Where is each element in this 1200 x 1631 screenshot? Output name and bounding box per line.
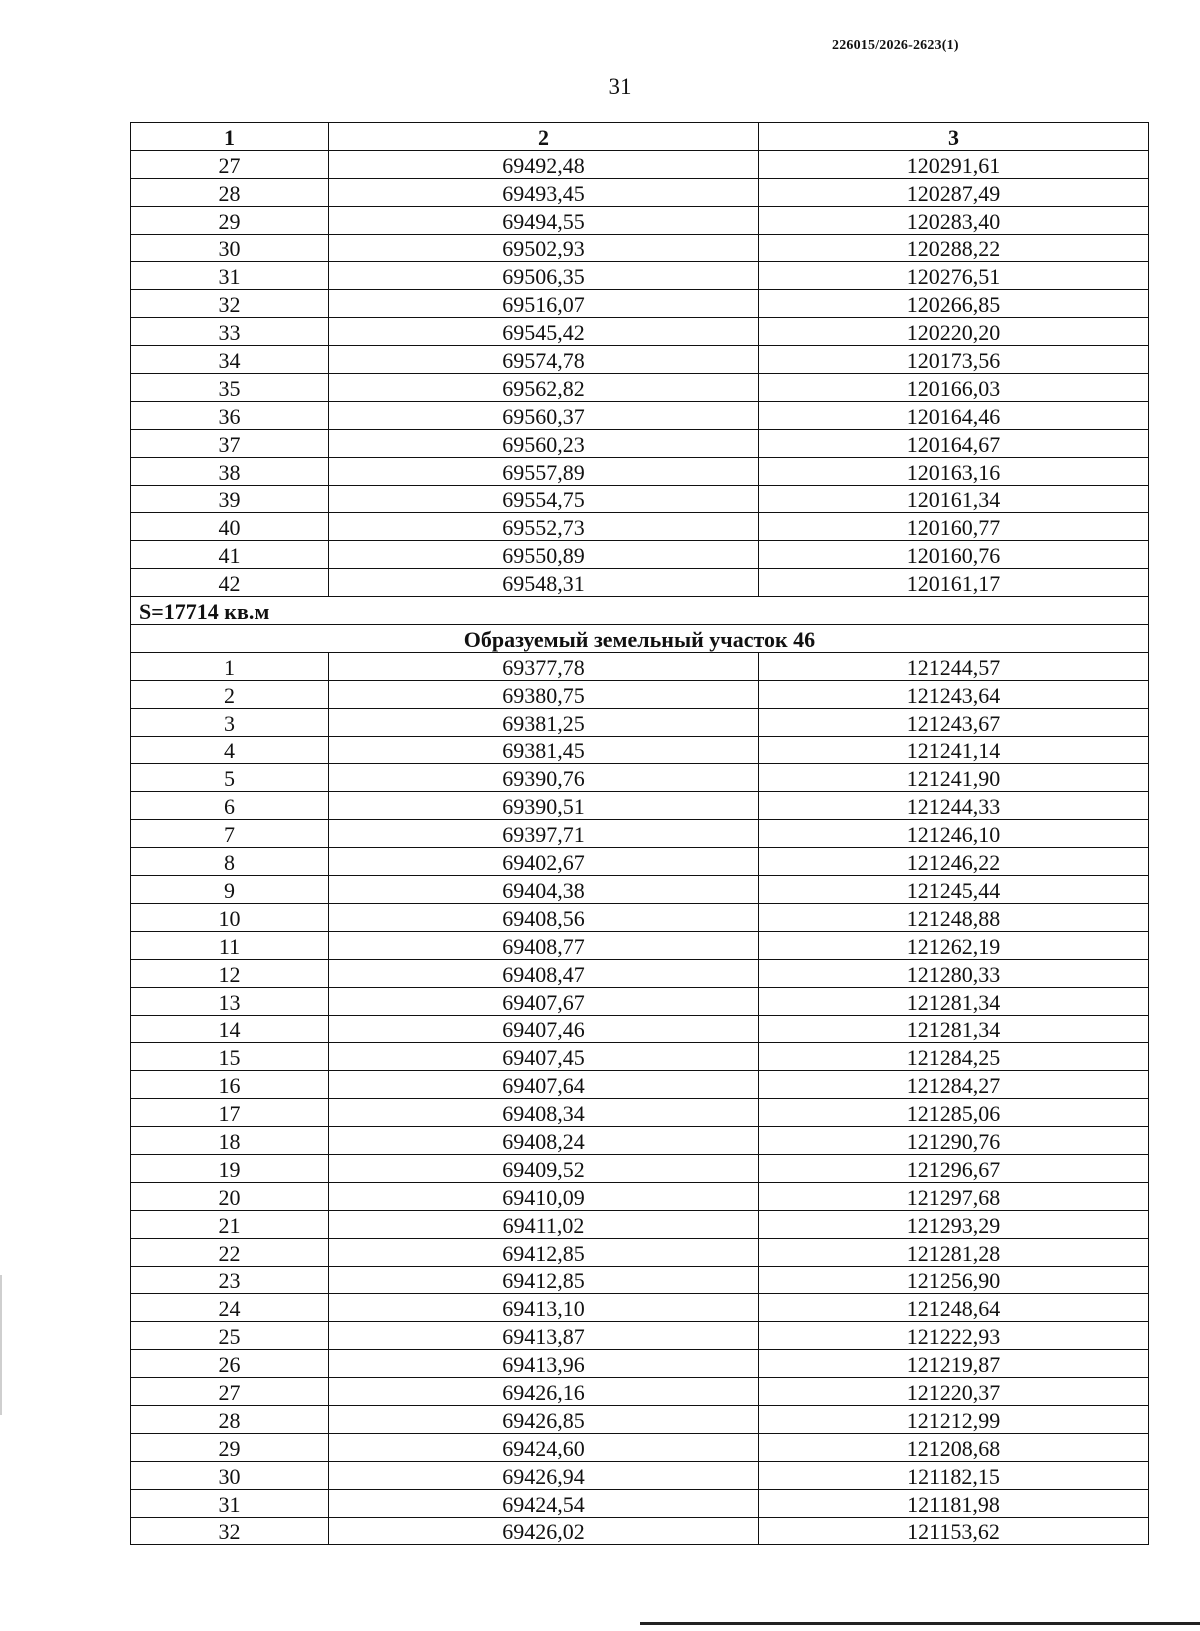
x-coordinate-cell: 69413,87 [329, 1322, 759, 1350]
y-coordinate-cell: 121208,68 [759, 1433, 1149, 1461]
point-number-cell: 1 [131, 652, 329, 680]
document-id: 226015/2026-2623(1) [832, 38, 959, 53]
x-coordinate-cell: 69408,77 [329, 931, 759, 959]
table-row [131, 1127, 1149, 1155]
x-coordinate-cell: 69552,73 [329, 513, 759, 541]
x-coordinate-cell: 69426,85 [329, 1405, 759, 1433]
table-row [131, 1043, 1149, 1071]
y-coordinate-cell: 121296,67 [759, 1154, 1149, 1182]
point-number-cell: 42 [131, 569, 329, 597]
point-number-cell: 7 [131, 820, 329, 848]
y-coordinate-cell: 121284,27 [759, 1071, 1149, 1099]
x-coordinate-cell: 69424,54 [329, 1489, 759, 1517]
y-coordinate-cell: 120291,61 [759, 150, 1149, 178]
x-coordinate-cell: 69402,67 [329, 848, 759, 876]
y-coordinate-cell: 120164,67 [759, 429, 1149, 457]
x-coordinate-cell: 69408,47 [329, 959, 759, 987]
table-row [131, 652, 1149, 680]
x-coordinate-cell: 69502,93 [329, 234, 759, 262]
x-coordinate-cell: 69381,25 [329, 708, 759, 736]
y-coordinate-cell: 121284,25 [759, 1043, 1149, 1071]
y-coordinate-cell: 121182,15 [759, 1461, 1149, 1489]
point-number-cell: 13 [131, 987, 329, 1015]
table-row [131, 959, 1149, 987]
x-coordinate-cell: 69411,02 [329, 1210, 759, 1238]
table-row [131, 1489, 1149, 1517]
y-coordinate-cell: 121281,28 [759, 1238, 1149, 1266]
x-coordinate-cell: 69426,02 [329, 1517, 759, 1545]
table-row [131, 1015, 1149, 1043]
header-cell-point: 1 [131, 123, 329, 151]
x-coordinate-cell: 69407,46 [329, 1015, 759, 1043]
point-number-cell: 22 [131, 1238, 329, 1266]
table-row [131, 457, 1149, 485]
section-title: Образуемый земельный участок 46 [131, 625, 1149, 653]
x-coordinate-cell: 69548,31 [329, 569, 759, 597]
x-coordinate-cell: 69494,55 [329, 206, 759, 234]
x-coordinate-cell: 69407,64 [329, 1071, 759, 1099]
point-number-cell: 38 [131, 457, 329, 485]
point-number-cell: 25 [131, 1322, 329, 1350]
y-coordinate-cell: 121181,98 [759, 1489, 1149, 1517]
table-row [131, 1266, 1149, 1294]
x-coordinate-cell: 69413,10 [329, 1294, 759, 1322]
table-row [131, 736, 1149, 764]
point-number-cell: 6 [131, 792, 329, 820]
x-coordinate-cell: 69557,89 [329, 457, 759, 485]
table-row [131, 708, 1149, 736]
y-coordinate-cell: 121220,37 [759, 1378, 1149, 1406]
y-coordinate-cell: 120266,85 [759, 290, 1149, 318]
y-coordinate-cell: 121293,29 [759, 1210, 1149, 1238]
y-coordinate-cell: 120160,77 [759, 513, 1149, 541]
x-coordinate-cell: 69409,52 [329, 1154, 759, 1182]
table-row [131, 903, 1149, 931]
y-coordinate-cell: 121256,90 [759, 1266, 1149, 1294]
point-number-cell: 32 [131, 290, 329, 318]
point-number-cell: 12 [131, 959, 329, 987]
point-number-cell: 29 [131, 1433, 329, 1461]
table-row [131, 234, 1149, 262]
y-coordinate-cell: 121248,64 [759, 1294, 1149, 1322]
x-coordinate-cell: 69408,24 [329, 1127, 759, 1155]
table-row [131, 1071, 1149, 1099]
table-row [131, 178, 1149, 206]
y-coordinate-cell: 120164,46 [759, 401, 1149, 429]
y-coordinate-cell: 121219,87 [759, 1350, 1149, 1378]
table-row [131, 1238, 1149, 1266]
table-row [131, 1322, 1149, 1350]
table-row [131, 150, 1149, 178]
table-row [131, 1210, 1149, 1238]
point-number-cell: 30 [131, 1461, 329, 1489]
y-coordinate-cell: 121285,06 [759, 1099, 1149, 1127]
y-coordinate-cell: 120220,20 [759, 318, 1149, 346]
y-coordinate-cell: 121222,93 [759, 1322, 1149, 1350]
table-row [131, 1099, 1149, 1127]
x-coordinate-cell: 69412,85 [329, 1266, 759, 1294]
table-header-row [131, 123, 1149, 151]
y-coordinate-cell: 120283,40 [759, 206, 1149, 234]
point-number-cell: 40 [131, 513, 329, 541]
y-coordinate-cell: 120166,03 [759, 374, 1149, 402]
x-coordinate-cell: 69426,16 [329, 1378, 759, 1406]
y-coordinate-cell: 121297,68 [759, 1182, 1149, 1210]
point-number-cell: 36 [131, 401, 329, 429]
x-coordinate-cell: 69390,76 [329, 764, 759, 792]
table-row [131, 876, 1149, 904]
x-coordinate-cell: 69380,75 [329, 680, 759, 708]
x-coordinate-cell: 69412,85 [329, 1238, 759, 1266]
y-coordinate-cell: 121245,44 [759, 876, 1149, 904]
point-number-cell: 21 [131, 1210, 329, 1238]
coordinates-table [130, 122, 1149, 1545]
table-row [131, 848, 1149, 876]
table-row [131, 1182, 1149, 1210]
point-number-cell: 34 [131, 346, 329, 374]
x-coordinate-cell: 69404,38 [329, 876, 759, 904]
x-coordinate-cell: 69408,34 [329, 1099, 759, 1127]
x-coordinate-cell: 69560,23 [329, 429, 759, 457]
point-number-cell: 15 [131, 1043, 329, 1071]
point-number-cell: 16 [131, 1071, 329, 1099]
x-coordinate-cell: 69493,45 [329, 178, 759, 206]
point-number-cell: 24 [131, 1294, 329, 1322]
x-coordinate-cell: 69381,45 [329, 736, 759, 764]
table-row [131, 513, 1149, 541]
y-coordinate-cell: 120173,56 [759, 346, 1149, 374]
table-row [131, 1461, 1149, 1489]
y-coordinate-cell: 121243,64 [759, 680, 1149, 708]
point-number-cell: 33 [131, 318, 329, 346]
point-number-cell: 28 [131, 178, 329, 206]
table-row [131, 346, 1149, 374]
y-coordinate-cell: 120287,49 [759, 178, 1149, 206]
x-coordinate-cell: 69377,78 [329, 652, 759, 680]
point-number-cell: 8 [131, 848, 329, 876]
x-coordinate-cell: 69516,07 [329, 290, 759, 318]
point-number-cell: 18 [131, 1127, 329, 1155]
table-row [131, 401, 1149, 429]
x-coordinate-cell: 69413,96 [329, 1350, 759, 1378]
point-number-cell: 27 [131, 150, 329, 178]
page-number: 31 [608, 74, 632, 99]
point-number-cell: 19 [131, 1154, 329, 1182]
table-row [131, 1154, 1149, 1182]
point-number-cell: 3 [131, 708, 329, 736]
x-coordinate-cell: 69410,09 [329, 1182, 759, 1210]
table-row [131, 541, 1149, 569]
table-row [131, 1405, 1149, 1433]
y-coordinate-cell: 121153,62 [759, 1517, 1149, 1545]
x-coordinate-cell: 69545,42 [329, 318, 759, 346]
area-label-row [131, 597, 1149, 625]
y-coordinate-cell: 121280,33 [759, 959, 1149, 987]
table-row [131, 820, 1149, 848]
table-row [131, 318, 1149, 346]
table-row [131, 569, 1149, 597]
x-coordinate-cell: 69574,78 [329, 346, 759, 374]
table-row [131, 1517, 1149, 1545]
table-row [131, 290, 1149, 318]
point-number-cell: 30 [131, 234, 329, 262]
y-coordinate-cell: 120161,17 [759, 569, 1149, 597]
x-coordinate-cell: 69562,82 [329, 374, 759, 402]
x-coordinate-cell: 69560,37 [329, 401, 759, 429]
x-coordinate-cell: 69550,89 [329, 541, 759, 569]
point-number-cell: 31 [131, 1489, 329, 1517]
scan-bottom-edge [640, 1622, 1200, 1625]
x-coordinate-cell: 69424,60 [329, 1433, 759, 1461]
scan-margin-mark [0, 1275, 2, 1415]
y-coordinate-cell: 121244,57 [759, 652, 1149, 680]
y-coordinate-cell: 121248,88 [759, 903, 1149, 931]
y-coordinate-cell: 121244,33 [759, 792, 1149, 820]
point-number-cell: 28 [131, 1405, 329, 1433]
y-coordinate-cell: 121262,19 [759, 931, 1149, 959]
x-coordinate-cell: 69554,75 [329, 485, 759, 513]
header-cell-x: 2 [329, 123, 759, 151]
table-row [131, 262, 1149, 290]
y-coordinate-cell: 121243,67 [759, 708, 1149, 736]
y-coordinate-cell: 121246,10 [759, 820, 1149, 848]
table-row [131, 206, 1149, 234]
y-coordinate-cell: 121212,99 [759, 1405, 1149, 1433]
table-row [131, 987, 1149, 1015]
y-coordinate-cell: 121281,34 [759, 1015, 1149, 1043]
x-coordinate-cell: 69426,94 [329, 1461, 759, 1489]
table-row [131, 1294, 1149, 1322]
point-number-cell: 27 [131, 1378, 329, 1406]
point-number-cell: 37 [131, 429, 329, 457]
point-number-cell: 11 [131, 931, 329, 959]
x-coordinate-cell: 69506,35 [329, 262, 759, 290]
y-coordinate-cell: 121241,14 [759, 736, 1149, 764]
table-row [131, 764, 1149, 792]
point-number-cell: 17 [131, 1099, 329, 1127]
y-coordinate-cell: 120288,22 [759, 234, 1149, 262]
area-label: S=17714 кв.м [131, 597, 1149, 625]
table-row [131, 1350, 1149, 1378]
x-coordinate-cell: 69407,45 [329, 1043, 759, 1071]
y-coordinate-cell: 120163,16 [759, 457, 1149, 485]
y-coordinate-cell: 120276,51 [759, 262, 1149, 290]
point-number-cell: 10 [131, 903, 329, 931]
x-coordinate-cell: 69492,48 [329, 150, 759, 178]
point-number-cell: 26 [131, 1350, 329, 1378]
table-row [131, 485, 1149, 513]
y-coordinate-cell: 121290,76 [759, 1127, 1149, 1155]
table-row [131, 374, 1149, 402]
table-row [131, 680, 1149, 708]
x-coordinate-cell: 69397,71 [329, 820, 759, 848]
point-number-cell: 20 [131, 1182, 329, 1210]
table-row [131, 792, 1149, 820]
table-row [131, 1378, 1149, 1406]
point-number-cell: 29 [131, 206, 329, 234]
point-number-cell: 23 [131, 1266, 329, 1294]
point-number-cell: 5 [131, 764, 329, 792]
point-number-cell: 32 [131, 1517, 329, 1545]
y-coordinate-cell: 121241,90 [759, 764, 1149, 792]
x-coordinate-cell: 69390,51 [329, 792, 759, 820]
point-number-cell: 2 [131, 680, 329, 708]
y-coordinate-cell: 120161,34 [759, 485, 1149, 513]
table-row [131, 429, 1149, 457]
point-number-cell: 14 [131, 1015, 329, 1043]
x-coordinate-cell: 69408,56 [329, 903, 759, 931]
point-number-cell: 39 [131, 485, 329, 513]
table-row [131, 931, 1149, 959]
point-number-cell: 4 [131, 736, 329, 764]
y-coordinate-cell: 121281,34 [759, 987, 1149, 1015]
point-number-cell: 35 [131, 374, 329, 402]
table-row [131, 1433, 1149, 1461]
point-number-cell: 31 [131, 262, 329, 290]
header-cell-y: 3 [759, 123, 1149, 151]
point-number-cell: 9 [131, 876, 329, 904]
y-coordinate-cell: 121246,22 [759, 848, 1149, 876]
y-coordinate-cell: 120160,76 [759, 541, 1149, 569]
x-coordinate-cell: 69407,67 [329, 987, 759, 1015]
section-title-row [131, 625, 1149, 653]
point-number-cell: 41 [131, 541, 329, 569]
